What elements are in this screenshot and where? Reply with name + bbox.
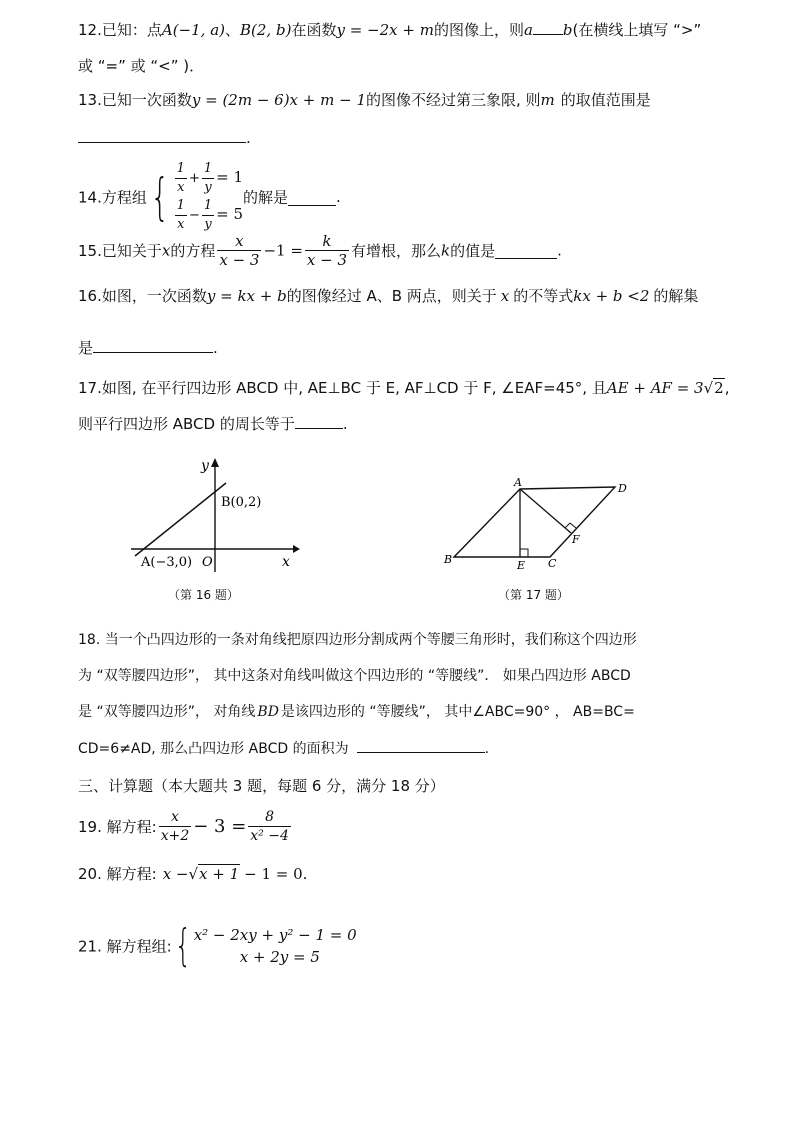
fig17-label-b: B bbox=[444, 553, 453, 566]
figure-16 bbox=[125, 452, 300, 577]
q16-inequality: kx + b <2 bbox=[573, 287, 650, 305]
q19-num1: x bbox=[159, 808, 192, 827]
q18-text-line4: CD=6≠AD, 那么凸四边形 ABCD 的面积为 bbox=[78, 741, 349, 757]
fig17-label-a: A bbox=[514, 476, 522, 489]
question-12-line-2 bbox=[78, 54, 204, 78]
q18-text-line1: 18. 当一个凸四边形的一条对角线把原四边形分割成两个等腰三角形时，我们称这个四边形 bbox=[78, 632, 637, 648]
question-18-line-3 bbox=[78, 700, 635, 724]
q18-diagonal-bd: BD bbox=[257, 704, 279, 720]
question-12-line-1 bbox=[78, 18, 701, 42]
question-19 bbox=[78, 808, 293, 845]
fig17-label-c: C bbox=[548, 557, 557, 570]
q15-num2: k bbox=[305, 232, 349, 251]
q15-den1: x − 3 bbox=[219, 251, 260, 269]
figure-17 bbox=[440, 475, 630, 575]
q15-end: . bbox=[557, 241, 562, 260]
q21-label: 21. 解方程组: bbox=[78, 937, 172, 956]
q21-row-2: x + 2y = 5 bbox=[239, 948, 320, 966]
q18-end: . bbox=[484, 741, 490, 757]
q14-end: . bbox=[336, 188, 341, 206]
q19-fraction-2 bbox=[248, 808, 291, 845]
q14-r2-eq: = 5 bbox=[216, 205, 244, 223]
fig17-caption: （第 17 题） bbox=[498, 588, 569, 602]
q12-text: 12.已知：点 bbox=[78, 21, 162, 39]
question-16-line-2 bbox=[78, 336, 218, 360]
q14-answer-blank[interactable] bbox=[288, 189, 336, 206]
section3-title: 三、计算题（本大题共 3 题，每题 6 分，满分 18 分） bbox=[78, 777, 445, 795]
q18-text-line2: 为 “双等腰四边形”， 其中这条对角线叫做这个四边形的 “等腰线”． 如果凸四边形 ABCD bbox=[78, 668, 631, 684]
q15-text: 15.已知关于 bbox=[78, 242, 162, 260]
q14-r2-op: − bbox=[188, 208, 200, 223]
question-13-line-1 bbox=[78, 88, 651, 112]
q19-den2: x² −4 bbox=[250, 828, 289, 844]
q16-text-line2: 是 bbox=[78, 339, 94, 357]
q16-text-mid2: 的不等式 bbox=[513, 287, 574, 305]
fig17-right-angle-e bbox=[520, 549, 528, 557]
q17-condition: AE + AF = 3 bbox=[606, 379, 704, 397]
fig17-label-e: E bbox=[517, 559, 526, 572]
q12-sep: 、 bbox=[225, 21, 241, 39]
fig16-graph-line bbox=[135, 483, 226, 556]
q14-row-2 bbox=[173, 197, 243, 234]
question-18-line-4 bbox=[78, 736, 489, 761]
fig16-point-b-label: B(0,2) bbox=[221, 495, 262, 510]
fig17-label-d: D bbox=[618, 482, 627, 495]
q14-r1-n1: 1 bbox=[175, 160, 187, 179]
q14-r2-d2: y bbox=[204, 217, 212, 232]
q15-text-mid: 的方程 bbox=[170, 242, 216, 260]
q19-label: 19. 解方程: bbox=[78, 818, 157, 836]
q14-system bbox=[173, 160, 243, 234]
q17-answer-blank[interactable] bbox=[295, 412, 343, 429]
q20-label: 20. 解方程: bbox=[78, 865, 157, 883]
q20-pre: x − bbox=[162, 865, 189, 883]
q15-text-post: 有增根，那么 bbox=[351, 242, 442, 260]
q17-end: . bbox=[342, 415, 348, 433]
q15-fraction-2 bbox=[305, 232, 349, 269]
fig16-y-arrow bbox=[211, 458, 219, 467]
fig16-x-label: x bbox=[282, 554, 290, 570]
q14-brace: { bbox=[150, 168, 170, 226]
q12-point-a: A(−1, a) bbox=[161, 21, 225, 39]
question-15 bbox=[78, 232, 562, 269]
q12-answer-blank[interactable] bbox=[533, 18, 563, 35]
q14-r1-d1: x bbox=[177, 180, 185, 195]
q18-text-line3: 是 “双等腰四边形”， 对角线 bbox=[78, 704, 256, 720]
fig17-label-f: F bbox=[572, 533, 580, 546]
question-17-line-1: 17.如图, 在平行四边形 ABCD 中, AE⊥BC 于 E, AF⊥CD 于 F, ∠EAF=45°, 且AE + AF = 3√2, bbox=[78, 379, 730, 397]
question-20: 20. 解方程: x −√x + 1 − 1 = 0. bbox=[78, 865, 308, 883]
question-17-line-2 bbox=[78, 412, 348, 436]
q16-text-mid: 的图像经过 A、B 两点，则关于 bbox=[286, 287, 497, 305]
q14-label: 14.方程组 bbox=[78, 188, 147, 207]
q16-var-x: x bbox=[500, 287, 510, 305]
question-18-line-2 bbox=[78, 664, 631, 688]
q14-r2-d1: x bbox=[177, 217, 185, 232]
q13-text-mid: 的图像不经过第三象限, 则 bbox=[366, 91, 541, 109]
q13-end: . bbox=[246, 129, 251, 147]
fig17-right-angle-f bbox=[565, 523, 576, 528]
q13-answer-blank[interactable] bbox=[78, 126, 246, 143]
q21-brace: { bbox=[174, 920, 192, 971]
q15-minus: −1 = bbox=[263, 241, 303, 260]
q18-answer-blank[interactable] bbox=[357, 736, 485, 753]
fig16-y-label: y bbox=[201, 458, 209, 474]
question-14 bbox=[78, 160, 341, 234]
q17-text: 17.如图, 在平行四边形 ABCD 中, AE⊥BC 于 E, AF⊥CD 于 F, ∠EAF=45°, 且 bbox=[78, 379, 607, 397]
question-16-line-1 bbox=[78, 284, 698, 308]
q19-minus: − 3 = bbox=[193, 816, 247, 837]
q18-text-line3-post: 是该四边形的 “等腰线”， 其中∠ABC=90° ， AB=BC= bbox=[280, 704, 635, 720]
fig16-x-arrow bbox=[293, 545, 300, 553]
q17-comma: , bbox=[724, 379, 730, 397]
q14-r1-op: + bbox=[188, 171, 200, 186]
q16-answer-blank[interactable] bbox=[93, 336, 213, 353]
fig16-origin-label: O bbox=[202, 555, 213, 570]
q14-text-post: 的解是 bbox=[243, 188, 289, 207]
q15-text-post2: 的值是 bbox=[450, 242, 496, 260]
q13-text: 13.已知一次函数 bbox=[78, 91, 192, 109]
q12-point-b: B(2, b) bbox=[240, 21, 292, 39]
q12-var-b: b bbox=[562, 21, 573, 39]
q20-root: x + 1 bbox=[199, 865, 240, 883]
q14-r2-n1: 1 bbox=[175, 197, 187, 216]
fig17-af-line bbox=[520, 489, 571, 533]
q16-text-post: 的解集 bbox=[653, 287, 699, 305]
q16-function: y = kx + b bbox=[206, 287, 287, 305]
q12-var-a: a bbox=[523, 21, 533, 39]
q14-r2-n2: 1 bbox=[202, 197, 214, 216]
q12-text-tail: (在横线上填写 “>” bbox=[572, 21, 702, 39]
question-13-line-2 bbox=[78, 126, 251, 150]
q12-text-post: 的图像上，则 bbox=[433, 21, 524, 39]
fig16-caption: （第 16 题） bbox=[168, 588, 239, 602]
fig16-point-a-label: A(−3,0) bbox=[141, 555, 193, 570]
q14-r1-n2: 1 bbox=[202, 160, 214, 179]
q21-row-1: x² − 2xy + y² − 1 = 0 bbox=[193, 926, 357, 944]
q17-text-line2: 则平行四边形 ABCD 的周长等于 bbox=[78, 415, 295, 433]
q16-text: 16.如图，一次函数 bbox=[78, 287, 207, 305]
q19-num2: 8 bbox=[248, 808, 291, 827]
question-18-line-1 bbox=[78, 628, 637, 652]
question-21 bbox=[78, 920, 357, 971]
q15-fraction-1 bbox=[217, 232, 261, 269]
q12-text-mid: 在函数 bbox=[291, 21, 337, 39]
section-3-heading bbox=[78, 774, 445, 798]
fig17-parallelogram bbox=[454, 487, 615, 557]
q13-var-m: m bbox=[540, 91, 555, 109]
q14-r1-eq: = 1 bbox=[216, 168, 244, 186]
q17-root: 2 bbox=[714, 379, 724, 397]
q12-text-line2: 或 “=” 或 “<” )． bbox=[78, 57, 205, 75]
q14-row-1 bbox=[173, 160, 243, 197]
q15-num1: x bbox=[217, 232, 261, 251]
q15-answer-blank[interactable] bbox=[495, 242, 557, 259]
q15-den2: x − 3 bbox=[306, 251, 348, 269]
q21-system bbox=[194, 924, 357, 968]
q19-fraction-1 bbox=[159, 808, 192, 845]
q13-function: y = (2m − 6)x + m − 1 bbox=[191, 91, 366, 109]
q19-den1: x+2 bbox=[160, 828, 190, 844]
q13-text-post: 的取值范围是 bbox=[560, 91, 651, 109]
q15-var-k: k bbox=[441, 241, 451, 260]
q15-var-x: x bbox=[161, 241, 171, 260]
q12-function: y = −2x + m bbox=[336, 21, 434, 39]
q16-end: . bbox=[213, 339, 218, 357]
q14-r1-d2: y bbox=[204, 180, 212, 195]
q20-post: − 1 = 0. bbox=[244, 865, 308, 883]
